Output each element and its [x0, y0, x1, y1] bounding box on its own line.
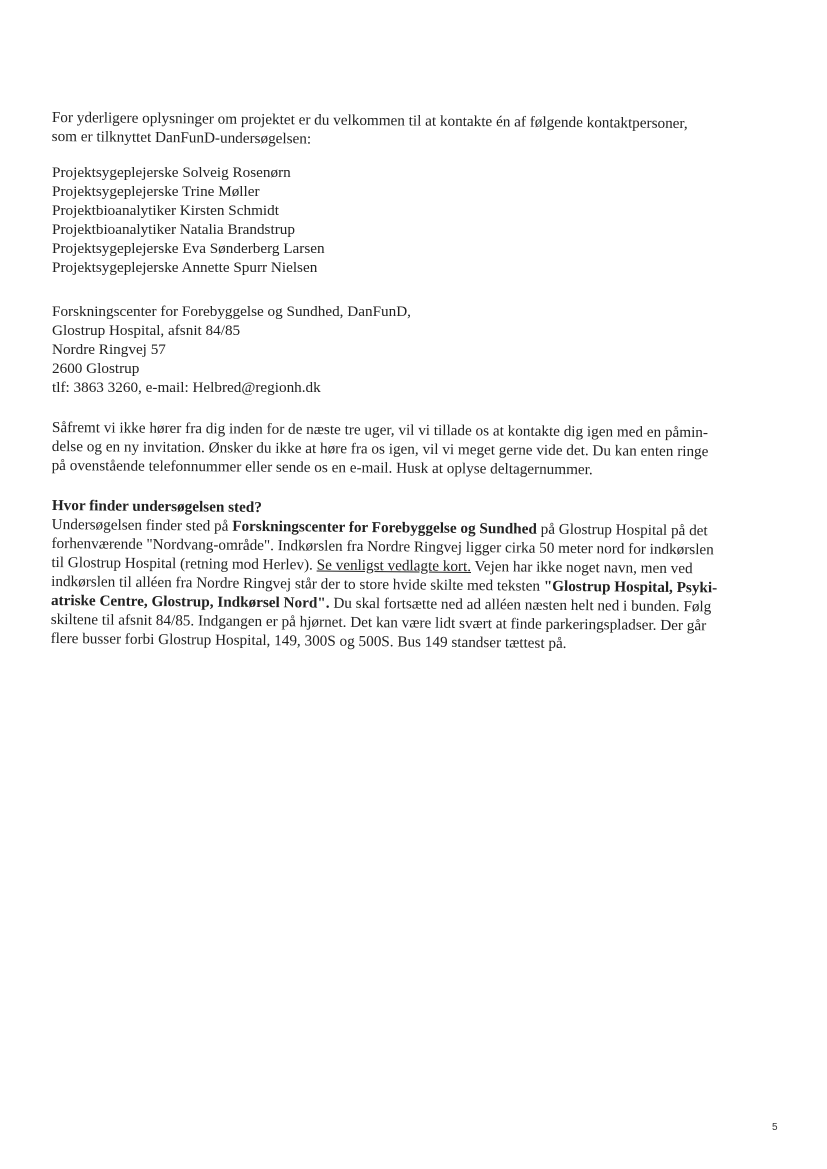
page-number: 5	[772, 1122, 778, 1133]
location-line: skiltene til afsnit 84/85. Indgangen er på hjørnet. Det kan være lidt svært at finde parkeringspladser. Der går	[50, 610, 707, 635]
location-line: forhenværende "Nordvang-område". Indkørslen fra Nordre Ringvej ligger cirka 50 meter nord for indkørslen	[51, 534, 714, 559]
address-hospital: Glostrup Hospital, afsnit 84/85	[52, 322, 241, 339]
location-text: på Glostrup Hospital på det	[536, 520, 708, 540]
contact-person: Projektsygeplejerske Solveig Rosenørn	[52, 164, 291, 181]
notice-line: på ovenstående telefonnummer eller sende os en e-mail. Husk at oplyse deltagernummer.	[51, 456, 593, 479]
address-organisation: Forskningscenter for Forebyggelse og Sundhed, DanFunD,	[52, 303, 411, 320]
location-line: flere busser forbi Glostrup Hospital, 149, 300S og 500S. Bus 149 standser tættest på.	[50, 629, 567, 652]
notice-line: delse og en ny invitation. Ønsker du ikke at høre fra os igen, vil vi meget gerne vide det. Du kan enten ringe	[51, 437, 709, 461]
contact-person: Projektsygeplejerske Trine Møller	[52, 183, 260, 200]
follow-up-notice-paragraph	[52, 418, 787, 481]
location-text: Undersøgelsen finder sted på	[51, 515, 233, 535]
sign-text: atriske Centre, Glostrup, Indkørsel Nord".	[50, 591, 330, 612]
location-text: til Glostrup Hospital (retning mod Herlev).	[51, 553, 317, 574]
sign-text: "Glostrup Hospital, Psyki-	[543, 577, 718, 597]
contact-person: Projektbioanalytiker Natalia Brandstrup	[52, 221, 295, 238]
notice-line: Såfremt vi ikke hører fra dig inden for de næste tre uger, vil vi tillade os at kontakte dig igen med en påmin-	[51, 418, 709, 442]
address-block	[52, 302, 787, 397]
location-text: Du skal fortsætte ned ad alléen næsten helt ned i bunden. Følg	[329, 594, 712, 616]
address-city: 2600 Glostrup	[52, 360, 140, 377]
research-center-name: Forskningscenter for Forebyggelse og Sundhed	[232, 517, 537, 538]
contact-person: Projektsygeplejerske Annette Spurr Nielsen	[52, 259, 318, 276]
intro-paragraph	[52, 108, 787, 153]
intro-line: For yderligere oplysninger om projektet er du velkommen til at kontakte én af følgende kontaktpersoner,	[51, 108, 688, 133]
location-text: indkørslen til alléen fra Nordre Ringvej står der to store hvide skilte med teksten	[51, 572, 544, 595]
address-contact-info: tlf: 3863 3260, e-mail: Helbred@regionh.dk	[52, 379, 321, 396]
address-street: Nordre Ringvej 57	[52, 341, 166, 358]
location-section	[51, 496, 787, 655]
map-reference: Se venligst vedlagte kort.	[316, 556, 472, 576]
contact-person: Projektbioanalytiker Kirsten Schmidt	[52, 202, 279, 219]
location-heading: Hvor finder undersøgelsen sted?	[51, 496, 262, 517]
intro-line: som er tilknyttet DanFunD-undersøgelsen:	[51, 127, 312, 148]
contact-person-list	[52, 163, 787, 277]
location-text: Vejen har ikke noget navn, men ved	[470, 558, 693, 578]
contact-person: Projektsygeplejerske Eva Sønderberg Larsen	[52, 240, 325, 257]
